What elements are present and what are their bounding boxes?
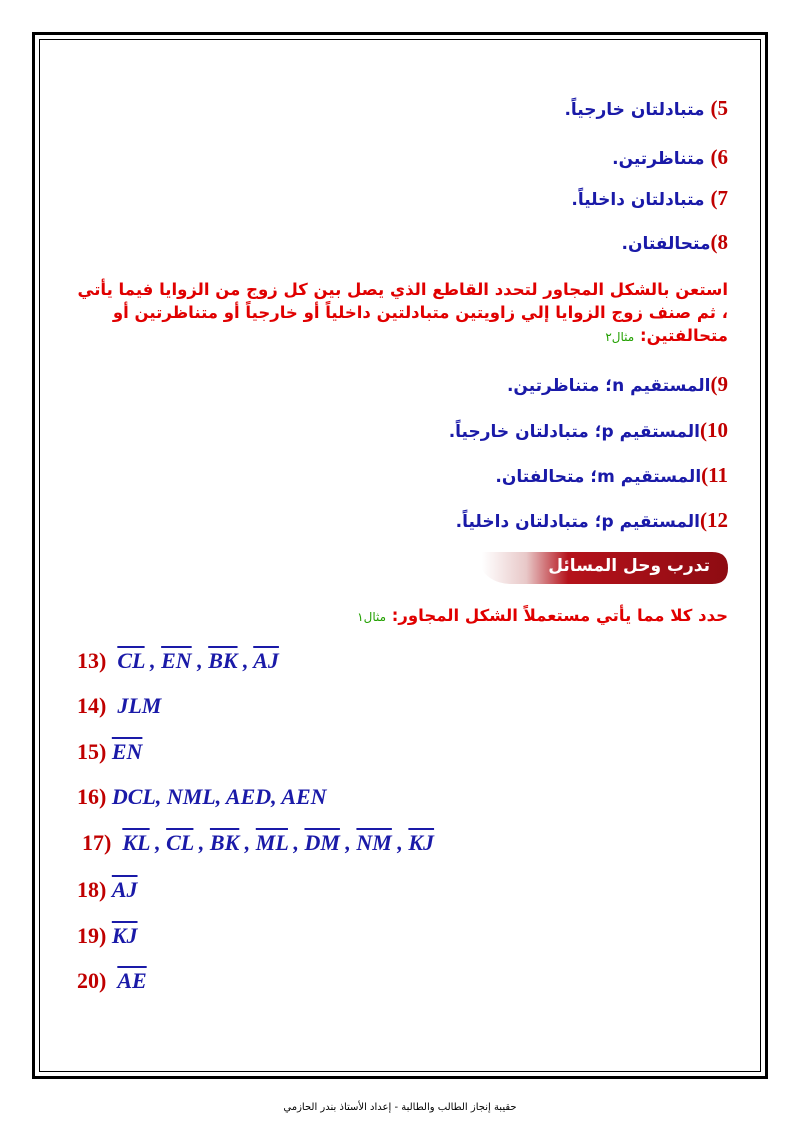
item-9: 9)المستقيم n؛ متناظرتين. [506,372,728,396]
answer-18: 18) $\overline{AJ}$ [77,877,138,902]
answer-17: 17) $\overline{KL}$ , $\overline{CL}$ , $\overline{BK}$ , $\overline{ML}$ , $\overline{DM}$ , $\overline{NM}$ , $\overline{KJ}$ [82,830,435,855]
item-5: 5) متبادلتان خارجياً. [564,96,728,120]
item-7: 7) متبادلتان داخلياً. [571,186,728,210]
answer-19: 19) $\overline{KJ}$ [77,923,138,948]
instruction-2: حدد كلا مما يأتي مستعملاً الشكل المجاور: مثال١ [357,606,728,625]
item-11: 11)المستقيم m؛ متحالفتان. [495,463,728,487]
answer-15: 15) $\overline{EN}$ [77,739,143,764]
banner-title: تدرب وحل المسائل [548,556,710,576]
page-footer: حقيبة إنجاز الطالب والطالبة - إعداد الأستاذ بندر الحازمي [283,1102,517,1113]
answer-20: 20) $\overline{AE}$ [77,968,147,993]
answer-16: 16) DCL, NML, AED, AEN [77,784,327,809]
instruction-paragraph: استعن بالشكل المجاور لتحدد القاطع الذي يصل بين كل زوج من الزوايا فيما يأتي ، ثم صنف زوج الزوايا إلي زاويتين متبادلتين داخلياً أو خارجياً أو متناظرتين أو متحالفتين: مثال٢ [77,280,728,345]
answer-14: 14) JLM [77,693,162,718]
example-ref: مثال٢ [605,330,635,344]
item-10: 10)المستقيم p؛ متبادلتان خارجياً. [448,418,728,442]
answer-13: 13) $\overline{CL}$ , $\overline{EN}$ , $\overline{BK}$ , $\overline{AJ}$ [77,648,279,673]
item-8: 8)متحالفتان. [621,230,728,254]
item-12: 12)المستقيم p؛ متبادلتان داخلياً. [455,508,728,532]
example-ref-2: مثال١ [357,610,387,624]
item-6: 6) متناظرتين. [612,145,728,169]
